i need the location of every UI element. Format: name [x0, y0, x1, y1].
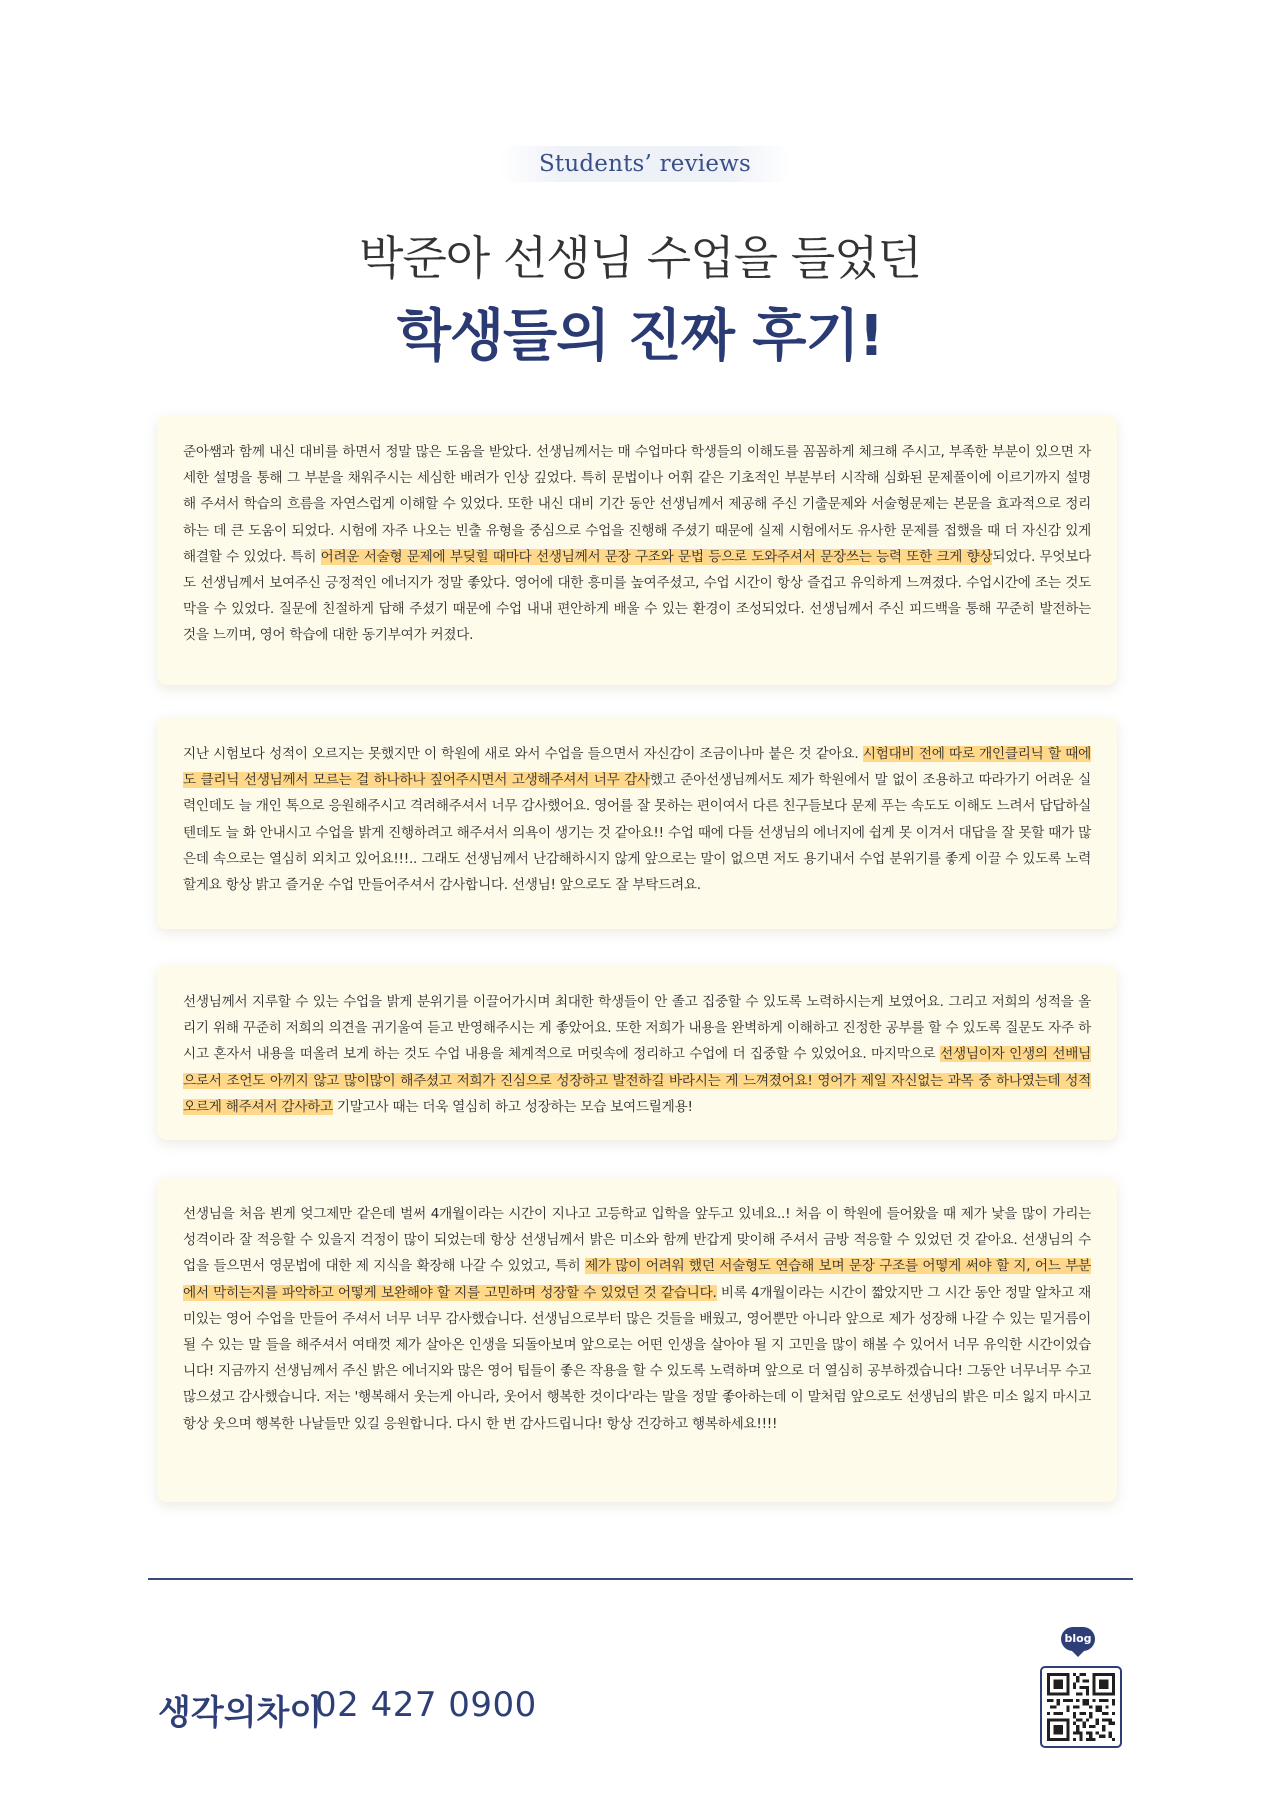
review-card	[157, 415, 1117, 685]
qr-code-graphic	[1047, 1673, 1115, 1741]
blog-badge[interactable]: blog	[1061, 1627, 1095, 1651]
review-text-pre: 지난 시험보다 성적이 오르지는 못했지만 이 학원에 새로 와서 수업을 들으면서 자신감이 조금이나마 붙은 것 같아요.	[183, 746, 863, 762]
review-text-pre: 준아쌤과 함께 내신 대비를 하면서 정말 많은 도움을 받았다. 선생님께서는 매 수업마다 학생들의 이해도를 꼼꼼하게 체크해 주시고, 부족한 부분이 있으면 자세한 설명을 통해 그 부분을 채워주시는 세심한 배려가 인상 깊었다. 특히 문법이나 어휘 같은 기초적인 부분부터 시작해 심화된 문제풀이에 이르기까지 설명해 주셔서 학습의 흐름을 자연스럽게 이해할 수 있었다. 또한 내신 대비 기간 동안 선생님께서 제공해 주신 기출문제와 서술형문제는 본문을 효과적으로 정리하는 데 큰 도움이 되었다. 시험에 자주 나오는 빈출 유형을 중심으로 수업을 진행해 주셨기 때문에 실제 시험에서도 유사한 문제를 접했을 때 더 자신감 있게 해결할 수 있었다. 특히	[183, 444, 1091, 565]
review-highlight: 제가 많이 어려워 했던 서술형도 연습해 보며 문장 구조를 어떻게 써야 할 지, 어느 부분에서 막히는지를 파악하고 어떻게 보완해야 할 지를 고민하며 성장할 수 있었던 것 같습니다.	[183, 1258, 1092, 1301]
review-card	[157, 965, 1117, 1140]
review-card	[157, 1177, 1117, 1502]
review-highlight: 어려운 서술형 문제에 부딪힐 때마다 선생님께서 문장 구조와 문법 등으로 도와주셔서 문장쓰는 능력 또한 크게 향상	[320, 548, 993, 565]
review-text	[183, 741, 1091, 898]
review-text-post: 되었다. 무엇보다도 선생님께서 보여주신 긍정적인 에너지가 정말 좋았다. 영어에 대한 흥미를 높여주셨고, 수업 시간이 항상 즐겁고 유익하게 느껴졌다. 수업시간에 조는 것도 막을 수 있었다. 질문에 친절하게 답해 주셨기 때문에 수업 내내 편안하게 배울 수 있는 환경이 조성되었다. 선생님께서 주신 피드백을 통해 꾸준히 발전하는 것을 느끼며, 영어 학습에 대한 동기부여가 커졌다.	[183, 548, 1091, 644]
section-tag	[500, 146, 790, 182]
review-text-pre: 선생님께서 지루할 수 있는 수업을 밝게 분위기를 이끌어가시며 최대한 학생들이 안 졸고 집중할 수 있도록 노력하시는게 보였어요. 그리고 저희의 성적을 올리기 위해 꾸준히 저희의 의견을 귀기울여 듣고 반영해주시는 게 좋았어요. 또한 저희가 내용을 완벽하게 이해하고 진정한 공부를 할 수 있도록 질문도 자주 하시고 혼자서 내용을 떠올려 보게 하는 것도 수업 내용을 체계적으로 머릿속에 정리하고 수업에 더 집중할 수 있었어요. 마지막으로	[183, 994, 1091, 1063]
review-text-post: 비록 4개월이라는 시간이 짧았지만 그 시간 동안 정말 알차고 재미있는 영어 수업을 만들어 주셔서 너무 너무 감사했습니다. 선생님으로부터 많은 것들을 배웠고, 영어뿐만 아니라 앞으로 제가 성장해 나갈 수 있는 밑거름이 될 수 있는 말 들을 해주셔서 여태껏 제가 살아온 인생을 되돌아보며 앞으로는 어떤 인생을 살아야 될 지 고민을 많이 해볼 수 있어서 너무 유익한 시간이었습니다! 지금까지 선생님께서 주신 밝은 에너지와 많은 영어 팁들이 좋은 작용을 할 수 있도록 노력하며 앞으로 더 열심히 공부하겠습니다! 그동안 너무너무 수고 많으셨고 감사했습니다. 저는 '행복해서 웃는게 아니라, 웃어서 행복한 것이다'라는 말을 정말 좋아하는데 이 말처럼 앞으로도 선생님의 밝은 미소 잃지 마시고 항상 웃으며 행복한 나날들만 있길 응원합니다. 다시 한 번 감사드립니다! 항상 건강하고 행복하세요!!!!	[183, 1284, 1091, 1432]
review-text	[183, 439, 1091, 649]
page-title: 학생들의 진짜 후기!	[396, 304, 884, 369]
review-highlight: 선생님이자 인생의 선배님으로서 조언도 아끼지 않고 많이많이 해주셨고 저희가 진심으로 성장하고 발전하길 바라시는 게 느껴졌어요! 영어가 제일 자신없는 과목 중 하나였는데 성적 오르게 해주셔서 감사하고	[183, 1046, 1091, 1115]
qr-code-icon[interactable]	[1040, 1666, 1122, 1748]
review-text-post: 했고 준아선생님께서도 제가 학원에서 말 없이 조용하고 따라가기 어려운 실력인데도 늘 개인 톡으로 응원해주시고 격려해주셔서 너무 감사했어요. 영어를 잘 못하는 편이여서 다른 친구들보다 문제 푸는 속도도 이해도 느려서 답답하실 텐데도 늘 화 안내시고 수업을 밝게 진행하려고 해주셔서 의욕이 생기는 것 같아요!! 수업 때에 다들 선생님의 에너지에 쉽게 못 이겨서 대답을 잘 못할 때가 많은데 속으로는 열심히 외치고 있어요!!!.. 그래도 선생님께서 난감해하시지 않게 앞으로는 말이 없으면 저도 용기내서 수업 분위기를 좋게 이끌 수 있도록 노력할게요 항상 밝고 즐거운 수업 만들어주셔서 감사합니다. 선생님! 앞으로도 잘 부탁드려요.	[183, 772, 1092, 894]
footer-brand: 생각의차이	[158, 1693, 323, 1733]
review-text	[183, 989, 1091, 1120]
section-tag-label: Students’ reviews	[538, 151, 752, 177]
page-subtitle: 박준아 선생님 수업을 들었던	[358, 231, 922, 285]
review-text	[183, 1201, 1091, 1437]
review-highlight: 시험대비 전에 따로 개인클리닉 할 때에도 클리닉 선생님께서 모르는 걸 하나하나 짚어주시면서 고생해주셔서 너무 감사	[183, 746, 1091, 789]
footer-divider	[148, 1578, 1133, 1580]
review-text-pre: 선생님을 처음 뵌게 엊그제만 같은데 벌써 4개월이라는 시간이 지나고 고등학교 입학을 앞두고 있네요..! 처음 이 학원에 들어왔을 때 제가 낯을 많이 가리는 성격이라 잘 적응할 수 있을지 걱정이 많이 되었는데 항상 선생님께서 밝은 미소와 함께 반갑게 맞이해 주셔서 금방 적응할 수 있었던 것 같아요. 선생님의 수업을 들으면서 영문법에 대한 제 지식을 확장해 나갈 수 있었고, 특히	[183, 1206, 1091, 1275]
review-text-post: 기말고사 때는 더욱 열심히 하고 성장하는 모습 보여드릴게용!	[332, 1098, 693, 1115]
blog-badge-tail	[1071, 1650, 1085, 1657]
footer-phone[interactable]: 02 427 0900	[315, 1685, 537, 1725]
review-card	[157, 717, 1117, 929]
